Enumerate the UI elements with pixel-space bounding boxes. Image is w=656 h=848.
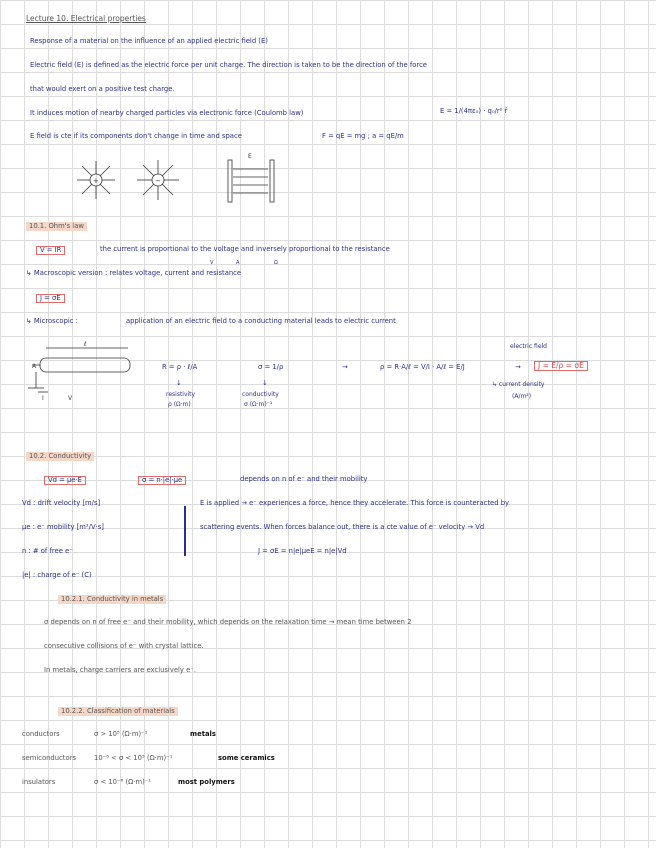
class-range-insulators: σ < 10⁻⁶ (Ω·m)⁻¹ — [94, 778, 152, 786]
explain-line-1: E is applied → e⁻ experiences a force, hence they accelerate. This force is counteracted by — [200, 499, 510, 507]
classification-heading: 10.2.2. Classification of materials — [58, 707, 178, 716]
efield-label: electric field — [510, 343, 547, 350]
def-vd: Vd : drift velocity [m/s] — [22, 499, 101, 507]
sigma-eq: σ = 1/ρ — [258, 363, 284, 371]
class-example-semiconductors: some ceramics — [218, 754, 275, 762]
resistance-eq: R = ρ · ℓ/A — [162, 363, 198, 371]
current-density-label: ↳ current density — [492, 381, 545, 388]
intro-line-1: Response of a material on the influence of an applied electric field (E) — [30, 37, 268, 45]
plus-label: + — [93, 177, 99, 185]
conductivity-heading: 10.2. Conductivity — [26, 452, 94, 461]
intro-line-4: It induces motion of nearby charged particles via electronic force (Coulomb law) — [30, 109, 304, 117]
wire-current-label: I — [42, 395, 44, 402]
class-example-conductors: metals — [190, 730, 216, 738]
result-eq: J = E/ρ = σE — [534, 361, 588, 371]
micro-desc: application of an electric field to a conducting material leads to electric current — [126, 317, 396, 325]
chain-arrow: → — [342, 363, 348, 371]
ohms-law-eq: V = IR — [36, 246, 65, 255]
vec-mark-v: V — [210, 260, 214, 266]
intro-line-5: E field is cte if its components don't change in time and space — [30, 132, 242, 140]
vd-eq: Vd = μe·E — [44, 476, 86, 485]
intro-line-3: that would exert on a positive test charge. — [30, 85, 175, 93]
field-label: E — [248, 153, 252, 160]
vec-mark-ohm: Ω — [274, 260, 278, 266]
wire-figure — [28, 340, 138, 400]
conductivity-label: conductivity — [242, 391, 279, 398]
vec-mark-a: A — [236, 260, 240, 266]
class-name-insulators: insulators — [22, 778, 56, 786]
minus-label: − — [155, 177, 161, 185]
wire-voltage-label: V — [68, 395, 73, 402]
def-charge: |e| : charge of e⁻ (C) — [22, 571, 92, 579]
ohms-law-eq2: J = σE — [36, 294, 65, 303]
wire-length-label: ℓ — [84, 341, 87, 348]
conductivity-unit: σ (Ω·m)⁻¹ — [244, 401, 273, 408]
explain-line-2: scattering events. When forces balance out, there is a cte value of e⁻ velocity → Vd — [200, 523, 485, 531]
def-mobility: μe : e⁻ mobility [m²/V·s] — [22, 523, 104, 531]
ohms-law-desc: the current is proportional to the voltage and inversely proportional to the resistance — [100, 245, 390, 253]
intro-line-2: Electric field (E) is defined as the electric force per unit charge. The direction is taken to be the direction of the force — [30, 61, 427, 69]
bracket-line — [184, 506, 186, 556]
metals-heading: 10.2.1. Conductivity in metals — [58, 595, 166, 604]
class-example-insulators: most polymers — [178, 778, 235, 786]
resistivity-unit: ρ (Ω·m) — [168, 401, 191, 408]
metals-line-1: σ depends on n of free e⁻ and their mobility, which depends on the relaxation time → mean time between 2 — [44, 618, 412, 626]
macro-line: ↳ Macroscopic version : relates voltage, current and resistance — [26, 269, 242, 277]
force-formula: F = qE = mg ; a = qE/m — [322, 132, 404, 140]
page-title: Lecture 10. Electrical properties — [26, 14, 146, 23]
field-diagrams-figure — [70, 155, 270, 205]
result-arrow: → — [515, 363, 521, 371]
metals-line-3: In metals, charge carriers are exclusively e⁻. — [44, 666, 197, 674]
ohms-law-heading: 10.1. Ohm's law — [26, 222, 87, 231]
J-eq: J = σE = n|e|μeE = n|e|Vd — [258, 547, 347, 555]
down-arrow-1: ↓ — [176, 379, 182, 387]
class-range-conductors: σ > 10⁵ (Ω·m)⁻¹ — [94, 730, 148, 738]
metals-line-2: consecutive collisions of e⁻ with crystal lattice. — [44, 642, 204, 650]
resistivity-label: resistivity — [166, 391, 196, 398]
wire-area-label: A — [32, 363, 37, 370]
sigma-n-eq: σ = n·|e|·μe — [138, 476, 186, 485]
rho-chain: ρ = R·A/ℓ = V/I · A/ℓ = E/J — [380, 363, 465, 371]
depends-text: depends on n of e⁻ and their mobility — [240, 475, 368, 483]
down-arrow-2: ↓ — [262, 379, 268, 387]
def-n: n : # of free e⁻ — [22, 547, 73, 555]
class-name-conductors: conductors — [22, 730, 60, 738]
micro-label: ↳ Microscopic : — [26, 317, 78, 325]
coulomb-formula: E = 1/(4πε₀) · q₀/r² r̂ — [440, 107, 508, 115]
current-density-unit: (A/m²) — [512, 393, 532, 400]
class-range-semiconductors: 10⁻⁶ < σ < 10⁵ (Ω·m)⁻¹ — [94, 754, 173, 762]
class-name-semiconductors: semiconductors — [22, 754, 76, 762]
